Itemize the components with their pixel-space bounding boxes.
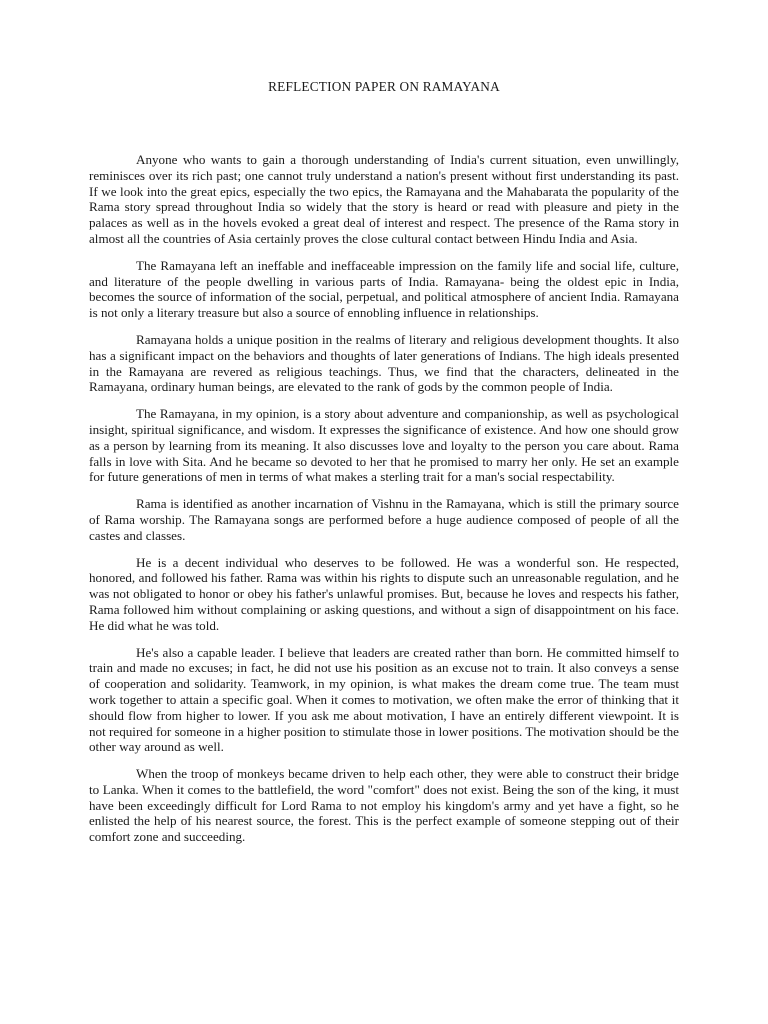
paragraph-7: He's also a capable leader. I believe that leaders are created rather than born. He committed himself to train and made no excuses; in fact, he did not use his position as an excuse not to train. It also conveys a sense of cooperation and solidarity. Teamwork, in my opinion, is what makes the dream come true. The team must work together to attain a specific goal. When it comes to motivation, we often make the error of thinking that it should flow from higher to lower. If you ask me about motivation, I have an entirely different viewpoint. It is not required for someone in a higher position to stimulate those in lower positions. The motivation should be the other way around as well. (89, 644, 679, 755)
document-title: REFLECTION PAPER ON RAMAYANA (268, 79, 500, 94)
paragraph-5: Rama is identified as another incarnation of Vishnu in the Ramayana, which is still the primary source of Rama worship. The Ramayana songs are performed before a huge audience composed of people of all the castes and classes. (89, 496, 679, 543)
document-body (89, 152, 679, 856)
paragraph-4: The Ramayana, in my opinion, is a story about adventure and companionship, as well as psychological insight, spiritual significance, and wisdom. It expresses the significance of existence. And how one should grow as a person by learning from its meaning. It also discusses love and loyalty to the person you care about. Rama falls in love with Sita. And he became so devoted to her that he promised to marry her only. He set an example for future generations of men in terms of what makes a sterling trait for a man's social respectability. (89, 406, 679, 485)
paragraph-3: Ramayana holds a unique position in the realms of literary and religious development thoughts. It also has a significant impact on the behaviors and thoughts of later generations of Indians. The high ideals presented in the Ramayana are revered as religious teachings. Thus, we find that the characters, delineated in the Ramayana, ordinary human beings, are elevated to the rank of gods by the common people of India. (89, 331, 679, 395)
paragraph-6: He is a decent individual who deserves to be followed. He was a wonderful son. He respected, honored, and followed his father. Rama was within his rights to dispute such an unreasonable regulation, and he was not obligated to honor or obey his father's unlawful promises. But, because he loves and respects his father, Rama followed him without complaining or asking questions, and without a sign of disappointment on his face. He did what he was told. (89, 554, 679, 633)
paragraph-1: Anyone who wants to gain a thorough understanding of India's current situation, even unwillingly, reminisces over its rich past; one cannot truly understand a nation's present without first understanding its past. If we look into the great epics, especially the two epics, the Ramayana and the Mahabarata the popularity of the Rama story spread throughout India so widely that the story is heard or read with pleasure and piety in the palaces as well as in the hovels evoked a great deal of interest and respect. The presence of the Rama story in almost all the countries of Asia certainly proves the close cultural contact between Hindu India and Asia. (89, 152, 679, 246)
paragraph-2: The Ramayana left an ineffable and ineffaceable impression on the family life and social life, culture, and literature of the people dwelling in various parts of India. Ramayana- being the oldest epic in India, becomes the source of information of the social, perpetual, and political atmosphere of ancient India. Ramayana is not only a literary treasure but also a source of ennobling influence in relationships. (89, 257, 679, 321)
paragraph-8: When the troop of monkeys became driven to help each other, they were able to construct their bridge to Lanka. When it comes to the battlefield, the word "comfort" does not exist. Being the son of the king, it must have been exceedingly difficult for Lord Rama to not employ his kingdom's army and yet have a fight, so he enlisted the help of his nearest source, the forest. This is the perfect example of someone stepping out of their comfort zone and succeeding. (89, 766, 679, 845)
